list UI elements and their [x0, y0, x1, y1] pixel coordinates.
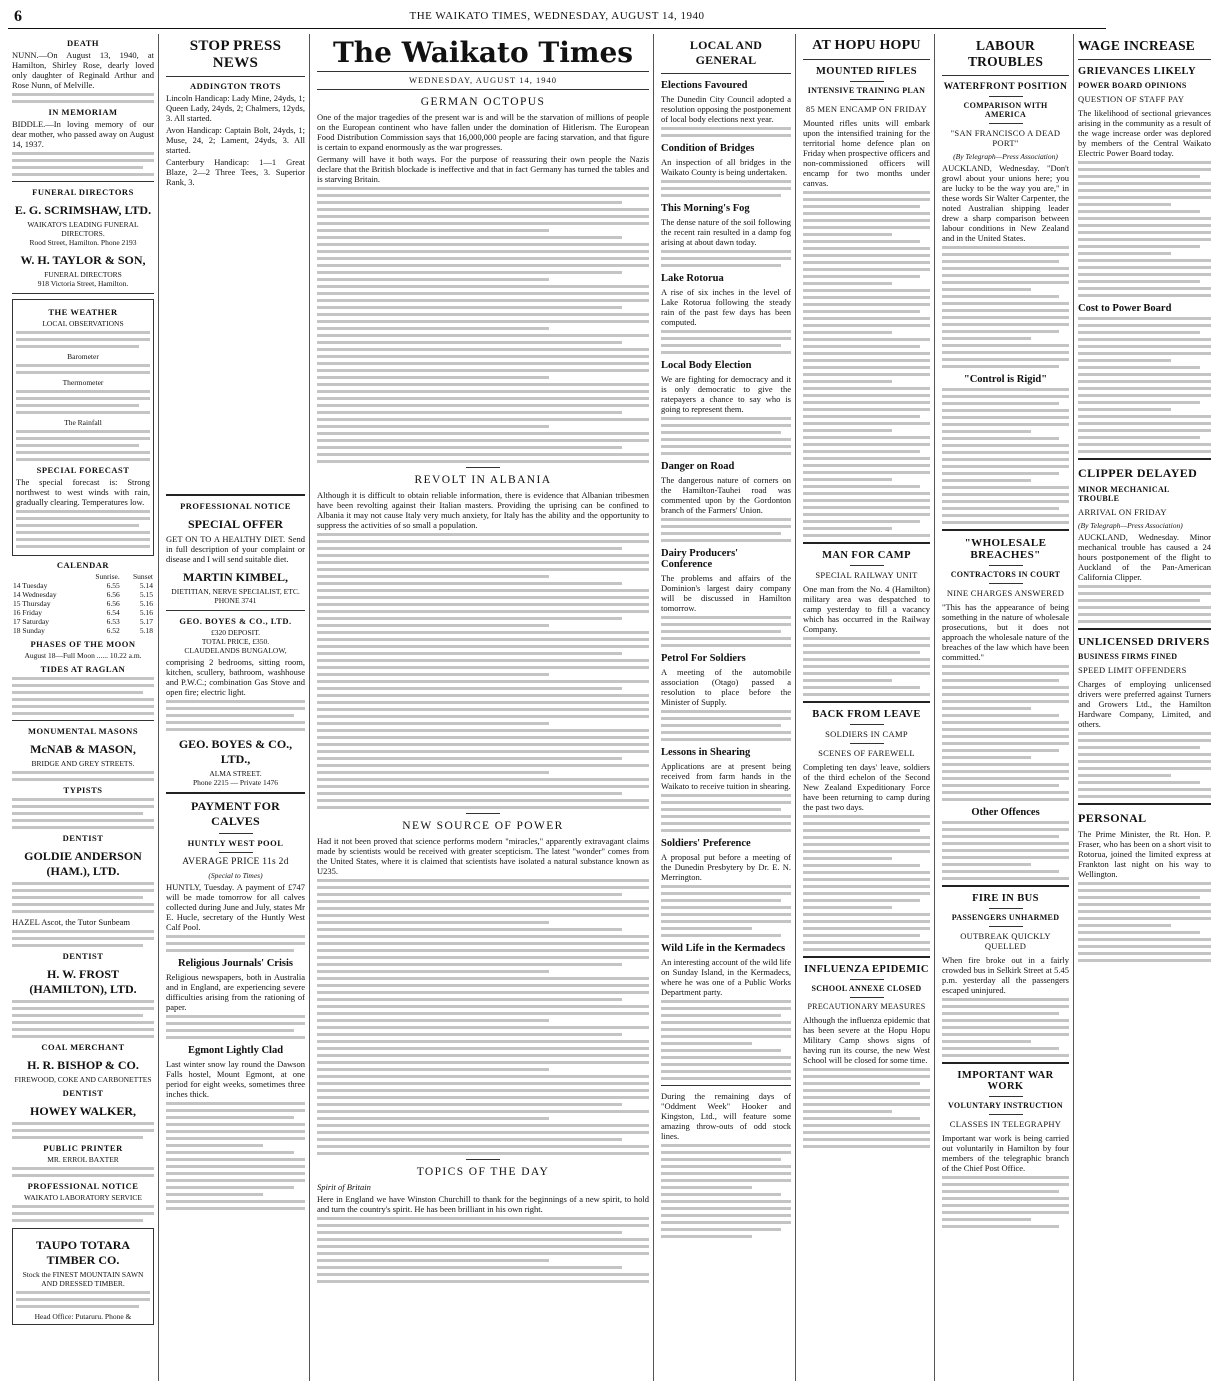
list-item: Lake Rotorua A rise of six inches in the level of Lake Rotorua following the steady rain of the past few days has been computed.	[661, 273, 791, 354]
editorial-text-3: Had it not been proved that science performs modern "miracles," apparently extravagant claims made by scientists would be received with greater scepticism. The latest "wonder" comes from the United States, where it is claimed that scientists have isolated a natural substance known as U235.	[317, 836, 649, 876]
addington-avon: Avon Handicap: Captain Bolt, 24yds, 1; Muse, 24, 2; Lament, 24yds, 3. All started.	[166, 125, 305, 155]
table-row: 14 Tuesday 6.55 5.14	[13, 581, 153, 590]
man-for-camp-heading: MAN FOR CAMP	[822, 550, 911, 561]
war-work-text: Important war work is being carried out voluntarily in Hamilton by four members of the telegraphic branch of the Chief Post Office.	[942, 1133, 1069, 1173]
weather-box	[12, 299, 154, 556]
firm-scrimshaw-address: Rood Street, Hamilton. Phone 2193	[29, 238, 137, 247]
bungalow-text: comprising 2 bedrooms, sitting room, kitchen, scullery, bathroom, washhouse and P.W.C.; combination Gas Stove and open fire; electric light.	[166, 657, 305, 697]
list-item: Elections Favoured The Dunedin City Council adopted a resolution opposing the postponement of local body elections next year.	[661, 80, 791, 137]
special-forecast-text: The special forecast is: Strong northwest to west winds with rain, gradually clearing. Temperatures low.	[16, 477, 150, 507]
mechanical-subhead: MINOR MECHANICAL TROUBLE	[1078, 485, 1170, 503]
san-francisco-subhead: "SAN FRANCISCO A DEAD PORT"	[950, 128, 1061, 148]
calendar-table: Sunrise. Sunset 14 Tuesday 6.55 5.14 14 Wednesday 6.56 5.15 15 Thursday 6.56 5.16 16 Friday 6.54 5.16 17 Saturday 6.53 5.17 18 Sunday 6.52 5.18	[13, 572, 153, 635]
table-row: 17 Saturday 6.53 5.17	[13, 617, 153, 626]
barometer-label: Barometer	[67, 352, 99, 361]
firm-kimbel-phone: PHONE 3741	[214, 596, 257, 605]
special-forecast-heading: SPECIAL FORECAST	[36, 465, 130, 475]
nine-charges-subhead: NINE CHARGES ANSWERED	[946, 588, 1065, 598]
stop-press-heading: STOP PRESS NEWS	[166, 38, 305, 77]
encamp-subhead: 85 MEN ENCAMP ON FRIDAY	[805, 104, 928, 114]
editorial-heading-1: GERMAN OCTOPUS	[420, 96, 546, 108]
labour-troubles-heading: LABOUR TROUBLES	[967, 38, 1044, 69]
power-board-subhead: POWER BOARD OPINIONS	[1078, 81, 1187, 90]
addington-heading: ADDINGTON TROTS	[189, 81, 282, 91]
typists-heading: TYPISTS	[63, 785, 103, 795]
firm-scrimshaw: E. G. SCRIMSHAW, LTD.	[14, 203, 152, 217]
soldiers-in-camp-subhead: SOLDIERS IN CAMP	[825, 729, 908, 739]
deposit-price: £320 DEPOSIT.	[210, 628, 261, 637]
unlicensed-drivers-heading: UNLICENSED DRIVERS	[1078, 636, 1210, 648]
dentist-heading-2: DENTIST	[62, 951, 104, 961]
local-observations: LOCAL OBSERVATIONS	[42, 319, 124, 328]
payment-calves-text: HUNTLY, Tuesday. A payment of £747 will be made tomorrow for all calves collected during June and July, states Mr E. Hucle, secretary of the Huntly West Calf Pool.	[166, 882, 305, 932]
staff-pay-subhead: QUESTION OF STAFF PAY	[1078, 94, 1185, 104]
voluntary-subhead: VOLUNTARY INSTRUCTION	[948, 1101, 1063, 1110]
list-item: Dairy Producers' Conference The problems and affairs of the Dominion's largest dairy company will be discussed in Hamilton tomorrow.	[661, 548, 791, 647]
column-classifieds	[8, 34, 159, 1381]
list-item: This Morning's Fog The dense nature of the soil following the recent rain resulted in a damp fog arising at about dawn today.	[661, 203, 791, 267]
firm-taupo-sub: Stock the FINEST MOUNTAIN SAWN AND DRESSED TIMBER.	[22, 1270, 144, 1288]
personal-text: The Prime Minister, the Rt. Hon. P. Fraser, who has been on a short visit to Rotorua, joined the limited express at Frankton last night on his way to Wellington.	[1078, 829, 1211, 879]
man-for-camp-text: One man from the No. 4 (Hamilton) military area was despatched to camp yesterday to fill a vacancy which has occurred in the Railway Company.	[803, 584, 930, 634]
timber-ad	[12, 1228, 154, 1325]
dentist-heading-1: DENTIST	[62, 833, 104, 843]
moon-phases-text: August 18—Full Moon ...... 10.22 a.m.	[24, 651, 142, 660]
total-price: TOTAL PRICE, £350.	[201, 637, 270, 646]
contractors-subhead: CONTRACTORS IN COURT	[950, 570, 1061, 579]
list-item: Condition of Bridges An inspection of all bridges in the Waikato County is being undertaken.	[661, 143, 791, 197]
column-stop-press	[162, 34, 310, 1381]
newspaper-page	[8, 6, 1211, 1381]
table-row: 18 Sunday 6.52 5.18	[13, 626, 153, 635]
control-rigid-subhead: "Control is Rigid"	[963, 374, 1048, 385]
list-item: Soldiers' Preference A proposal put before a meeting of the Dunedin Presbytery by Dr. E. N. Merrington.	[661, 838, 791, 937]
passengers-subhead: PASSENGERS UNHARMED	[951, 913, 1060, 922]
firm-laboratory: WAIKATO LABORATORY SERVICE	[23, 1193, 143, 1202]
bungalow-heading: CLAUDELANDS BUNGALOW,	[184, 646, 287, 655]
firm-howey-walker: HOWEY WALKER,	[29, 1104, 137, 1118]
scenes-farewell-subhead: SCENES OF FAREWELL	[818, 748, 915, 758]
calendar-heading: CALENDAR	[56, 560, 110, 570]
list-item: Lessons in Shearing Applications are at present being received from farm hands in the Waikato to receive tuition in shearing.	[661, 747, 791, 832]
list-item: During the remaining days of "Oddment Week" Hooker and Kingston, Ltd., will feature some amazing throw-outs of odd stock lines.	[661, 1091, 791, 1238]
cost-power-board-subhead: Cost to Power Board	[1078, 303, 1172, 314]
back-from-leave-text: Completing ten days' leave, soldiers of the third echelon of the Second New Zealand Expeditionary Force have been returning to camp during the past two days.	[803, 762, 930, 812]
column-labour	[938, 34, 1074, 1381]
firm-taupo-totara: TAUPO TOTARA TIMBER CO.	[35, 1238, 131, 1267]
masthead: The Waikato Times	[317, 36, 649, 72]
column-wage-increase	[1077, 34, 1211, 1381]
fire-in-bus-text: When fire broke out in a fairly crowded bus in Selkirk Street at 5.45 p.m. yesterday all the passengers escaped uninjured.	[942, 955, 1069, 995]
table-row: 15 Thursday 6.56 5.16	[13, 599, 153, 608]
mounted-rifles-subhead: MOUNTED RIFLES	[816, 66, 917, 77]
unlicensed-text: Charges of employing unlicensed drivers were preferred against Turners and Growers Ltd., the Hamilton Hardware Company, Limited, and others.	[1078, 679, 1211, 729]
death-notice: NUNN.—On August 13, 1940, at Hamilton, Shirley Rose, dearly loved only daughter of Reginald Arthur and Rose Nunn, of Melville.	[12, 50, 154, 90]
professional-notice-heading: PROFESSIONAL NOTICE	[27, 1181, 139, 1191]
telegraph-credit: (By Telegraph—Press Association)	[953, 152, 1058, 161]
firm-baxter: MR. ERROL BAXTER	[47, 1155, 119, 1164]
labour-troubles-text: AUCKLAND, Wednesday. "Don't growl about your unions here; you are lucky to be the way you are," in these words Sir Walter Carpenter, the noted Australian shipping leader drew a sharp comparison between labour conditions in New Zealand and in the United States.	[942, 163, 1069, 243]
outbreak-subhead: OUTBREAK QUICKLY QUELLED	[960, 931, 1051, 951]
weather-heading: THE WEATHER	[48, 307, 118, 317]
arrival-subhead: ARRIVAL ON FRIDAY	[1078, 507, 1167, 517]
fire-in-bus-heading: FIRE IN BUS	[972, 893, 1039, 904]
rainfall-label: The Rainfall	[64, 418, 102, 427]
hopu-hopu-text: Mounted rifles units will embark upon the intensified training for the territorial home defence plan on Friday when prospective officers and non-commissioned officers will encamp for two months under canvas.	[803, 118, 930, 188]
memoriam-notice: BIDDLE.—In loving memory of our dear mother, who passed away on August 14, 1937.	[12, 119, 154, 149]
personal-heading: PERSONAL	[1078, 811, 1147, 825]
telegraphy-subhead: CLASSES IN TELEGRAPHY	[949, 1119, 1062, 1129]
grievances-subhead: GRIEVANCES LIKELY	[1078, 66, 1196, 77]
running-title: THE WAIKATO TIMES, WEDNESDAY, AUGUST 14, 1940	[409, 10, 705, 22]
thermometer-label: Thermometer	[62, 378, 104, 387]
memoriam-heading: IN MEMORIAM	[48, 107, 118, 117]
editorial-text-2: Although it is difficult to obtain reliable information, there is evidence that Albanian tribesmen have been revolting against their Italian masters. Providing the uprising can be confined to Albania it may not cause Italy very much anxiety, for Italy has the ability and the opportunity to suppress the activities of so small a population.	[317, 490, 649, 530]
firm-mcnab: McNAB & MASON,	[30, 742, 136, 756]
wage-increase-heading: WAGE INCREASE	[1078, 38, 1196, 53]
firm-kimbel-sub: DIETITIAN, NERVE SPECIALIST, ETC.	[171, 587, 300, 596]
egmont-heading: Egmont Lightly Clad	[187, 1045, 284, 1056]
hopu-hopu-heading: AT HOPU HOPU	[812, 38, 921, 53]
list-item: Local Body Election We are fighting for democracy and it is only democratic to give the ratepayers a chance to say who is going to represent them.	[661, 360, 791, 455]
payment-calves-headline: PAYMENT FOR CALVES	[191, 799, 280, 828]
school-annexe-subhead: SCHOOL ANNEXE CLOSED	[811, 984, 922, 993]
firm-bishop: H. R. BISHOP & CO.	[27, 1058, 139, 1072]
editorial-heading-2: REVOLT IN ALBANIA	[414, 474, 552, 486]
firm-taylor-sub: FUNERAL DIRECTORS	[44, 270, 122, 279]
monumental-heading: MONUMENTAL MASONS	[27, 726, 139, 736]
clipper-delayed-heading: CLIPPER DELAYED	[1078, 466, 1198, 480]
firm-geo-boyes-address: ALMA STREET.	[209, 769, 262, 778]
speed-limit-subhead: SPEED LIMIT OFFENDERS	[1078, 665, 1187, 675]
column-editorial	[313, 34, 654, 1381]
religious-journals-text: Religious newspapers, both in Australia and in England, are experiencing severe difficulties arising from the rationing of paper.	[166, 972, 305, 1012]
column-hopu-hopu	[799, 34, 935, 1381]
war-work-heading: IMPORTANT WAR WORK	[957, 1070, 1054, 1092]
editorial-text-4: Here in England we have Winston Churchill to thank for the beginnings of a new spirit, to hold and turn the country's spirit. He has been brilliant in his own right.	[317, 1194, 649, 1214]
wholesale-breaches-heading: "WHOLESALE BREACHES"	[964, 537, 1047, 561]
addington-canterbury: Canterbury Handicap: 1—1 Great Blaze, 2—2 Three Tees, 3. Superior Rank, 3.	[166, 157, 305, 187]
death-heading: DEATH	[66, 38, 100, 48]
special-offer: SPECIAL OFFER	[187, 517, 283, 531]
firm-kimbel: MARTIN KIMBEL,	[183, 570, 288, 584]
firm-taylor-address: 918 Victoria Street, Hamilton.	[37, 279, 129, 288]
firm-geo-boyes-phone: Phone 2215 — Private 1476	[193, 778, 278, 787]
firm-geo-boyes: GEO. BOYES & CO., LTD.,	[178, 737, 293, 766]
firm-scrimshaw-sub: WAIKATO'S LEADING FUNERAL DIRECTORS.	[27, 220, 139, 238]
dentist-heading-3: DENTIST	[62, 1088, 104, 1098]
wage-increase-text: The likelihood of sectional grievances arising in the community as a result of the wage increase order was deplored by members of the Central Waikato Electric Power Board today.	[1078, 108, 1211, 158]
business-firms-subhead: BUSINESS FIRMS FINED	[1078, 652, 1178, 661]
public-printer-heading: PUBLIC PRINTER	[43, 1143, 123, 1153]
firm-mcnab-sub: BRIDGE AND GREY STREETS.	[31, 759, 135, 768]
list-item: Danger on Road The dangerous nature of corners on the Hamilton-Tauhei road was commented upon by the Gordonton branch of the Farmers' Union.	[661, 461, 791, 542]
topic-spirit-of-britain: Spirit of Britain	[317, 1182, 371, 1192]
firm-hazel: HAZEL Ascot, the Tutor Sunbeam	[12, 917, 130, 927]
table-row: 16 Friday 6.54 5.16	[13, 608, 153, 617]
huntly-pool-subhead: HUNTLY WEST POOL	[187, 838, 284, 848]
page-number: 6	[14, 8, 22, 25]
editorial-heading-3: NEW SOURCE OF POWER	[402, 820, 564, 832]
back-from-leave-heading: BACK FROM LEAVE	[812, 709, 921, 720]
addington-lincoln: Lincoln Handicap: Lady Mine, 24yds, 1; Queen Lady, 24yds, 2; Chalmers, 12yds, 3. All started.	[166, 93, 305, 123]
running-header	[8, 6, 1106, 29]
comparison-subhead: COMPARISON WITH AMERICA	[963, 101, 1048, 119]
special-credit: (Special to Times)	[208, 871, 263, 880]
list-item: Petrol For Soldiers A meeting of the automobile association (Otago) passed a resolution to place before the Minister of Supply.	[661, 653, 791, 741]
moon-phases-heading: PHASES OF THE MOON	[30, 639, 136, 649]
table-row: 14 Wednesday 6.56 5.15	[13, 590, 153, 599]
funeral-heading: FUNERAL DIRECTORS	[32, 187, 134, 197]
other-offences-subhead: Other Offences	[971, 807, 1040, 818]
influenza-heading: INFLUENZA EPIDEMIC	[804, 964, 929, 975]
firm-goldie-anderson: GOLDIE ANDERSON (HAM.), LTD.	[24, 849, 142, 878]
wholesale-breaches-text: "This has the appearance of being something in the nature of wholesale prosecutions, but it does not approach the wholesale nature of the breaches of the law which have been committed."	[942, 602, 1069, 662]
professional-notice: PROFESSIONAL NOTICE	[180, 501, 291, 511]
egmont-text: Last winter snow lay round the Dawson Falls hostel, Mount Egmont, at one period for eight weeks, sometimes three inches thick.	[166, 1059, 305, 1099]
geo-boyes-banner: GEO. BOYES & CO., LTD.	[179, 616, 292, 626]
average-price-subhead: AVERAGE PRICE 11s 2d	[182, 857, 289, 867]
religious-journals-heading: Religious Journals' Crisis	[178, 958, 293, 969]
editorial-text-1b: Germany will have it both ways. For the purpose of reassuring their own people the Nazis declare that the British blockade is ineffective and that in fact Germany has turned the tables and is starving Britain.	[317, 154, 649, 184]
special-offer-text: GET ON TO A HEALTHY DIET. Send in full description of your complaint or disease and I will send suitable diet.	[166, 534, 305, 564]
local-general-heading: LOCAL AND GENERAL	[689, 38, 763, 67]
masthead-date: WEDNESDAY, AUGUST 14, 1940	[317, 75, 649, 90]
railway-unit-subhead: SPECIAL RAILWAY UNIT	[815, 570, 918, 580]
list-item: Wild Life in the Kermadecs An interesting account of the wild life on Sunday Island, in the Kermadecs, where he was one of a Public Works Department party.	[661, 943, 791, 1080]
clipper-text: AUCKLAND, Wednesday. Minor mechanical trouble has caused a 24 hours postponement of the flight to Auckland of the Pan-American California Clipper.	[1078, 532, 1211, 582]
firm-taylor: W. H. TAYLOR & SON,	[20, 253, 146, 267]
precautionary-subhead: PRECAUTIONARY MEASURES	[807, 1002, 926, 1011]
training-plan-subhead: INTENSIVE TRAINING PLAN	[807, 86, 926, 95]
tides-heading: TIDES AT RAGLAN	[40, 664, 126, 674]
waterfront-subhead: WATERFRONT POSITION	[943, 82, 1068, 92]
editorial-heading-4: TOPICS OF THE DAY	[416, 1166, 550, 1178]
firm-frost: H. W. FROST (HAMILTON), LTD.	[29, 967, 137, 996]
influenza-text: Although the influenza epidemic that has been severe at the Hopu Hopu Military Camp shows signs of having run its course, the new West School will be closed for some time.	[803, 1015, 930, 1065]
coal-heading: COAL MERCHANT	[41, 1042, 125, 1052]
firm-bishop-sub: FIREWOOD, COKE AND CARBONETTES	[14, 1075, 152, 1084]
editorial-text-1: One of the major tragedies of the present war is and will be the starvation of millions of people on the European continent who have fallen under the domination of Hitlerism. The European Food Distribution Commission says that 16,000,000 people are facing starvation, and that figure is certain to expand enormously as the war progresses.	[317, 112, 649, 152]
column-local-general	[657, 34, 796, 1381]
firm-taupo-address: Head Office: Putaruru. Phone &	[34, 1312, 132, 1321]
clipper-telegraph-credit: (By Telegraph—Press Association)	[1078, 521, 1183, 530]
